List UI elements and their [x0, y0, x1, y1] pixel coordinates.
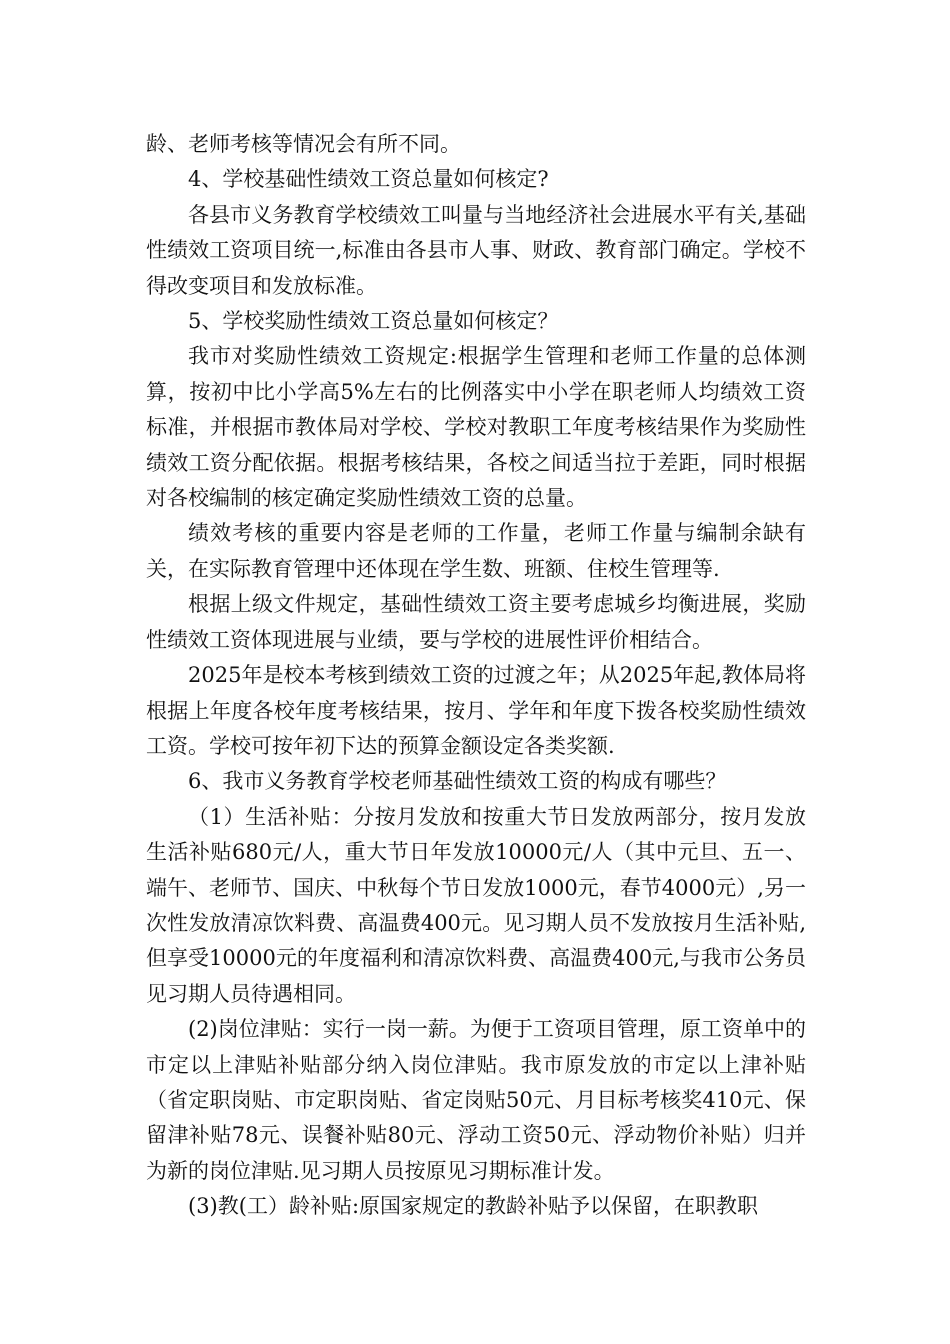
- question-6-heading: 6、我市义务教育学校老师基础性绩效工资的构成有哪些？: [188, 769, 727, 794]
- paragraph-11: (2)岗位津贴：实行一岗一薪。为便于工资项目管理，原工资单中的市定以上津贴补贴部分纳入岗位津贴。我市原发放的市定以上津补贴（省定职岗贴、市定职岗贴、省定岗贴50元、月目标考核奖410元、保留津补贴78元、误餐补贴80元、浮动工资50元、浮动物价补贴）归并为新的岗位津贴.见习期人员按原见习期标准计发。: [146, 1017, 806, 1183]
- paragraph-12: (3)教(工）龄补贴:原国家规定的教龄补贴予以保留，在职教职: [188, 1194, 759, 1219]
- document-body: [146, 127, 806, 1225]
- paragraph-10: （1）生活补贴：分按月发放和按重大节日发放两部分，按月发放生活补贴680元/人，重大节日年发放10000元/人（其中元旦、五一、端午、老师节、国庆、中秋每个节日发放1000元，春节4000元）,另一次性发放清凉饮料费、高温费400元。见习期人员不发放按月生活补贴,但享受10000元的年度福利和清凉饮料费、高温费400元,与我市公务员见习期人员待遇相同。: [146, 804, 806, 1006]
- paragraph-1: 龄、老师考核等情况会有所不同。: [146, 132, 461, 156]
- question-5-heading: 5、学校奖励性绩效工资总量如何核定？: [188, 309, 559, 334]
- paragraph-8: 2025年是校本考核到绩效工资的过渡之年；从2025年起,教体局将根据上年度各校年度考核结果，按月、学年和年度下拨各校奖励性绩效工资。学校可按年初下达的预算金额设定各类奖额.: [146, 663, 806, 758]
- paragraph-7: 根据上级文件规定，基础性绩效工资主要考虑城乡均衡进展，奖励性绩效工资体现进展与业绩，要与学校的进展性评价相结合。: [146, 592, 806, 652]
- paragraph-6: 绩效考核的重要内容是老师的工作量，老师工作量与编制余缺有关，在实际教育管理中还体现在学生数、班额、住校生管理等.: [146, 521, 806, 581]
- paragraph-3: 各县市义务教育学校绩效工叫量与当地经济社会进展水平有关,基础性绩效工资项目统一,标准由各县市人事、财政、教育部门确定。学校不得改变项目和发放标准。: [146, 202, 806, 298]
- paragraph-5: 我市对奖励性绩效工资规定:根据学生管理和老师工作量的总体测算，按初中比小学高5%左右的比例落实中小学在职老师人均绩效工资标准，并根据市教体局对学校、学校对教职工年度考核结果作为奖励性绩效工资分配依据。根据考核结果，各校之间适当拉于差距，同时根据对各校编制的核定确定奖励性绩效工资的总量。: [146, 344, 806, 511]
- question-4-heading: 4、学校基础性绩效工资总量如何核定?: [188, 167, 549, 192]
